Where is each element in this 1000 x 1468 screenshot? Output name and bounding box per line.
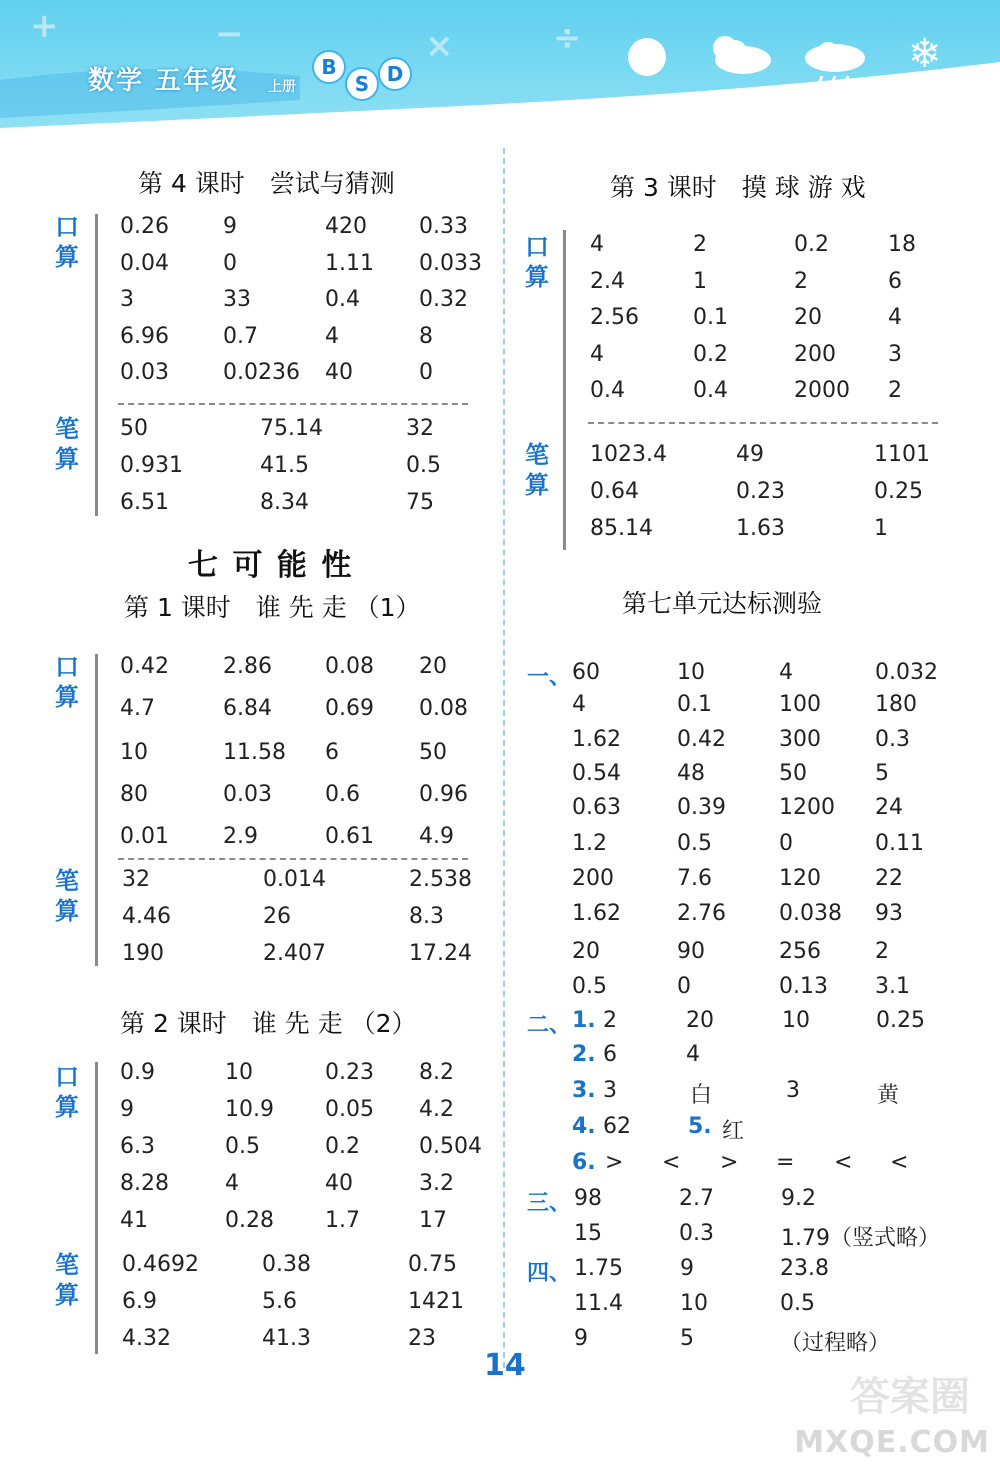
sun-icon <box>628 38 666 76</box>
oral-label: 口 算 <box>55 213 79 271</box>
page-number: 14 <box>484 1348 526 1383</box>
answer-cell: 2.4 <box>590 269 625 294</box>
answer-cell: 0.03 <box>223 782 272 807</box>
answer-cell: 0.69 <box>325 696 374 721</box>
answer-cell: 49 <box>736 442 764 467</box>
answer-cell: 2 <box>603 1008 617 1033</box>
answer-cell: 4 <box>572 692 586 717</box>
answer-cell: 0.5 <box>677 831 712 856</box>
answer-cell: 0.032 <box>875 660 938 685</box>
answer-cell: 60 <box>572 660 600 685</box>
answer-cell: 300 <box>779 727 821 752</box>
answer-cell: 1101 <box>874 442 930 467</box>
answer-cell: 0.2 <box>794 232 829 257</box>
answer-cell: 0.42 <box>120 654 169 679</box>
answer-cell: 0.033 <box>419 251 482 276</box>
answer-cell: 0.03 <box>120 360 169 385</box>
answer-cell: 9 <box>680 1256 694 1281</box>
cloud-sun-icon <box>705 30 775 78</box>
answer-cell: 9 <box>120 1097 134 1122</box>
answer-cell: 1.62 <box>572 727 621 752</box>
answer-cell: 2.9 <box>223 824 258 849</box>
answer-cell: 0.42 <box>677 727 726 752</box>
answer-cell: 2.407 <box>263 941 326 966</box>
written-label: 笔 算 <box>525 441 549 499</box>
answer-cell: 1200 <box>779 795 835 820</box>
answer-cell: 50 <box>779 761 807 786</box>
lesson-2-title: 第 2 课时 谁 先 走 （2） <box>120 1009 417 1038</box>
answer-cell: 1023.4 <box>590 442 667 467</box>
written-label: 笔 算 <box>55 1251 79 1309</box>
answer-cell: 6.9 <box>122 1289 157 1314</box>
answer-cell: 48 <box>677 761 705 786</box>
answer-cell: 0.63 <box>572 795 621 820</box>
answer-cell: 200 <box>572 866 614 891</box>
answer-cell: 180 <box>875 692 917 717</box>
minus-icon: − <box>215 14 244 54</box>
answer-cell: 0.01 <box>120 824 169 849</box>
q2-number: 2. <box>572 1042 596 1067</box>
answer-cell: 2 <box>875 939 889 964</box>
answer-cell: 1.79（竖式略） <box>781 1226 940 1251</box>
answer-cell: 93 <box>875 901 903 926</box>
answer-cell: 10 <box>677 660 705 685</box>
answer-cell: 10 <box>680 1291 708 1316</box>
answer-cell: 0.4692 <box>122 1252 199 1277</box>
answer-cell: 23.8 <box>780 1256 829 1281</box>
answer-cell: 0.1 <box>693 305 728 330</box>
answer-cell: 1.62 <box>572 901 621 926</box>
lesson-1-title: 第 1 课时 谁 先 走 （1） <box>124 593 421 622</box>
answer-cell: 0.3 <box>679 1221 714 1246</box>
answer-cell: （过程略） <box>780 1331 891 1356</box>
logo-letter-b: B <box>312 50 346 84</box>
answer-cell: 420 <box>325 214 367 239</box>
answer-cell: 4 <box>590 232 604 257</box>
answer-cell: 0.014 <box>263 867 326 892</box>
answer-cell: 5.6 <box>262 1289 297 1314</box>
answer-cell: 85.14 <box>590 516 653 541</box>
answer-cell: 黄 <box>877 1083 900 1108</box>
answer-cell: 4.9 <box>419 824 454 849</box>
answer-cell: 100 <box>779 692 821 717</box>
part-4-marker: 四、 <box>527 1261 572 1286</box>
lesson-3-title: 第 3 课时 摸 球 游 戏 <box>610 173 866 202</box>
answer-cell: 0.13 <box>779 974 828 999</box>
q6-number: 6. <box>572 1150 596 1175</box>
answer-cell: 0.1 <box>677 692 712 717</box>
answer-cell: < <box>890 1150 909 1175</box>
answer-cell: 0.08 <box>419 696 468 721</box>
answer-cell: 1421 <box>408 1289 464 1314</box>
answer-cell: 0.11 <box>875 831 924 856</box>
answer-cell: 3 <box>603 1078 617 1103</box>
section-separator <box>588 422 938 424</box>
answer-cell: 0 <box>779 831 793 856</box>
lesson-4-title: 第 4 课时 尝试与猜测 <box>138 169 395 198</box>
answer-cell: 0.931 <box>120 453 183 478</box>
answer-cell: 17 <box>419 1208 447 1233</box>
answer-cell: 11.4 <box>574 1291 623 1316</box>
answer-cell: 0.5 <box>406 453 441 478</box>
answer-cell: 0.038 <box>779 901 842 926</box>
answer-cell: 40 <box>325 1171 353 1196</box>
answer-cell: 0.38 <box>262 1252 311 1277</box>
answer-cell: 0.61 <box>325 824 374 849</box>
oral-label: 口 算 <box>525 233 549 291</box>
answer-cell: 1.2 <box>572 831 607 856</box>
answer-cell: 20 <box>419 654 447 679</box>
answer-cell: 0.5 <box>780 1291 815 1316</box>
answer-cell: 0.23 <box>736 479 785 504</box>
answer-cell: 32 <box>122 867 150 892</box>
answer-cell: 200 <box>794 342 836 367</box>
answer-cell: 0 <box>677 974 691 999</box>
answer-cell: 0 <box>223 251 237 276</box>
q5-number: 5. <box>688 1114 712 1139</box>
answer-cell: 18 <box>888 232 916 257</box>
part-2-marker: 二、 <box>527 1013 572 1038</box>
unit-test-title: 第七单元达标测验 <box>622 589 823 618</box>
answer-cell: 2.538 <box>409 867 472 892</box>
answer-cell: 41.5 <box>260 453 309 478</box>
logo-letter-s: S <box>345 67 379 101</box>
written-label: 笔 算 <box>55 415 79 473</box>
answer-cell: 2.86 <box>223 654 272 679</box>
answer-cell: < <box>662 1150 681 1175</box>
answer-cell: 0.96 <box>419 782 468 807</box>
answer-cell: 1.7 <box>325 1208 360 1233</box>
answer-cell: 1.11 <box>325 251 374 276</box>
answer-cell: 75 <box>406 490 434 515</box>
cloud-rain-icon <box>800 38 870 86</box>
section-bar <box>563 230 566 550</box>
answer-cell: 6.51 <box>120 490 169 515</box>
answer-cell: 15 <box>574 1221 602 1246</box>
answer-cell: 4.46 <box>122 904 171 929</box>
answer-cell: 1 <box>693 269 707 294</box>
answer-cell: 0.6 <box>325 782 360 807</box>
answer-cell: 8.2 <box>419 1060 454 1085</box>
answer-cell: 8.34 <box>260 490 309 515</box>
answer-cell: 4.2 <box>419 1097 454 1122</box>
answer-cell: 0.2 <box>693 342 728 367</box>
answer-cell: 1 <box>874 516 888 541</box>
answer-cell: 6 <box>603 1042 617 1067</box>
answer-cell: 120 <box>779 866 821 891</box>
answer-cell: 50 <box>120 416 148 441</box>
answer-cell: 23 <box>408 1326 436 1351</box>
header-banner <box>0 0 1000 130</box>
answer-cell: 5 <box>875 761 889 786</box>
snowflake-icon: ❄ <box>908 31 942 77</box>
answer-cell: 32 <box>406 416 434 441</box>
q4-number: 4. <box>572 1114 596 1139</box>
answer-cell: 40 <box>325 360 353 385</box>
answer-cell: 0.9 <box>120 1060 155 1085</box>
answer-cell: = <box>776 1150 795 1175</box>
answer-cell: 0.4 <box>693 378 728 403</box>
oral-label: 口 算 <box>55 1063 79 1121</box>
answer-cell: 1.63 <box>736 516 785 541</box>
answer-cell: 0.0236 <box>223 360 300 385</box>
written-label: 笔 算 <box>55 867 79 925</box>
answer-cell: 2000 <box>794 378 850 403</box>
answer-cell: 17.24 <box>409 941 472 966</box>
answer-cell: 24 <box>875 795 903 820</box>
section-bar <box>95 214 98 516</box>
answer-cell: 2 <box>693 232 707 257</box>
answer-cell: 1.75 <box>574 1256 623 1281</box>
answer-cell: 7.6 <box>677 866 712 891</box>
column-divider <box>503 148 505 1368</box>
answer-cell: 0.28 <box>225 1208 274 1233</box>
answer-cell: 红 <box>722 1119 745 1144</box>
answer-cell: 41.3 <box>262 1326 311 1351</box>
answer-cell: 0.504 <box>419 1134 482 1159</box>
answer-cell: 50 <box>419 740 447 765</box>
answer-cell: 20 <box>794 305 822 330</box>
answer-cell: 90 <box>677 939 705 964</box>
answer-cell: 3.1 <box>875 974 910 999</box>
answer-cell: 33 <box>223 287 251 312</box>
section-separator <box>118 403 468 405</box>
oral-label: 口 算 <box>55 653 79 711</box>
answer-cell: 190 <box>122 941 164 966</box>
answer-cell: 10 <box>120 740 148 765</box>
watermark-logo: 答案圈 <box>850 1374 970 1420</box>
answer-cell: 0.3 <box>875 727 910 752</box>
answer-cell: > <box>720 1150 739 1175</box>
book-title: 数学 五年级 <box>88 66 240 96</box>
answer-cell: 8 <box>419 324 433 349</box>
answer-cell: 20 <box>572 939 600 964</box>
part-1-marker: 一、 <box>527 665 572 690</box>
answer-cell: 2.7 <box>679 1186 714 1211</box>
answer-cell: 0.5 <box>572 974 607 999</box>
q3-number: 3. <box>572 1078 596 1103</box>
answer-cell: 0.4 <box>590 378 625 403</box>
answer-cell: 0.25 <box>874 479 923 504</box>
logo-letter-d: D <box>378 57 412 91</box>
answer-cell: 4 <box>888 305 902 330</box>
answer-cell: 4.7 <box>120 696 155 721</box>
answer-cell: > <box>605 1150 624 1175</box>
answer-cell: 8.28 <box>120 1171 169 1196</box>
answer-cell: 11.58 <box>223 740 286 765</box>
part-3-marker: 三、 <box>527 1191 572 1216</box>
answer-cell: 26 <box>263 904 291 929</box>
answer-cell: 4 <box>590 342 604 367</box>
answer-cell: 4 <box>686 1042 700 1067</box>
answer-cell: 2 <box>794 269 808 294</box>
answer-cell: 3 <box>786 1078 800 1103</box>
answer-cell: 0.39 <box>677 795 726 820</box>
answer-cell: 9 <box>223 214 237 239</box>
answer-cell: 0.4 <box>325 287 360 312</box>
answer-cell: 6 <box>325 740 339 765</box>
answer-cell: 75.14 <box>260 416 323 441</box>
answer-cell: 6 <box>888 269 902 294</box>
answer-cell: 10 <box>782 1008 810 1033</box>
times-icon: × <box>425 26 454 66</box>
answer-cell: 0.54 <box>572 761 621 786</box>
answer-cell: 6.96 <box>120 324 169 349</box>
section-separator <box>118 858 468 860</box>
answer-cell: 0.26 <box>120 214 169 239</box>
answer-cell: 3.2 <box>419 1171 454 1196</box>
answer-cell: 6.3 <box>120 1134 155 1159</box>
answer-cell: 2 <box>888 378 902 403</box>
answer-cell: 4 <box>325 324 339 349</box>
answer-cell: 8.3 <box>409 904 444 929</box>
answer-cell: 白 <box>690 1083 713 1108</box>
answer-cell: 3 <box>888 342 902 367</box>
answer-cell: < <box>834 1150 853 1175</box>
answer-cell: 10 <box>225 1060 253 1085</box>
answer-cell: 22 <box>875 866 903 891</box>
unit-7-title: 七 可 能 性 <box>188 548 354 583</box>
section-bar <box>95 1062 98 1354</box>
watermark-url: MXQE.COM <box>794 1425 990 1460</box>
answer-cell: 0.04 <box>120 251 169 276</box>
answer-cell: 41 <box>120 1208 148 1233</box>
answer-cell: 4 <box>779 660 793 685</box>
answer-cell: 2.76 <box>677 901 726 926</box>
answer-cell: 6.84 <box>223 696 272 721</box>
q1-number: 1. <box>572 1008 596 1033</box>
answer-cell: 0.32 <box>419 287 468 312</box>
answer-cell: 62 <box>603 1114 631 1139</box>
answer-cell: 256 <box>779 939 821 964</box>
answer-cell: 0.7 <box>223 324 258 349</box>
answer-cell: 20 <box>686 1008 714 1033</box>
answer-cell: 4.32 <box>122 1326 171 1351</box>
answer-cell: 3 <box>120 287 134 312</box>
answer-cell: 10.9 <box>225 1097 274 1122</box>
answer-cell: 9.2 <box>781 1186 816 1211</box>
divide-icon: ÷ <box>553 18 582 58</box>
section-bar <box>95 654 98 966</box>
answer-cell: 5 <box>680 1326 694 1351</box>
answer-cell: 0.05 <box>325 1097 374 1122</box>
plus-icon: + <box>30 6 59 46</box>
book-volume: 上册 <box>268 79 296 95</box>
answer-cell: 2.56 <box>590 305 639 330</box>
answer-cell: 0.64 <box>590 479 639 504</box>
answer-cell: 0.23 <box>325 1060 374 1085</box>
answer-cell: 98 <box>574 1186 602 1211</box>
answer-cell: 9 <box>574 1326 588 1351</box>
answer-cell: 0.25 <box>876 1008 925 1033</box>
answer-cell: 4 <box>225 1171 239 1196</box>
answer-cell: 0.08 <box>325 654 374 679</box>
answer-cell: 0.2 <box>325 1134 360 1159</box>
answer-cell: 0.75 <box>408 1252 457 1277</box>
answer-cell: 0 <box>419 360 433 385</box>
answer-cell: 0.5 <box>225 1134 260 1159</box>
answer-cell: 0.33 <box>419 214 468 239</box>
answer-cell: 80 <box>120 782 148 807</box>
